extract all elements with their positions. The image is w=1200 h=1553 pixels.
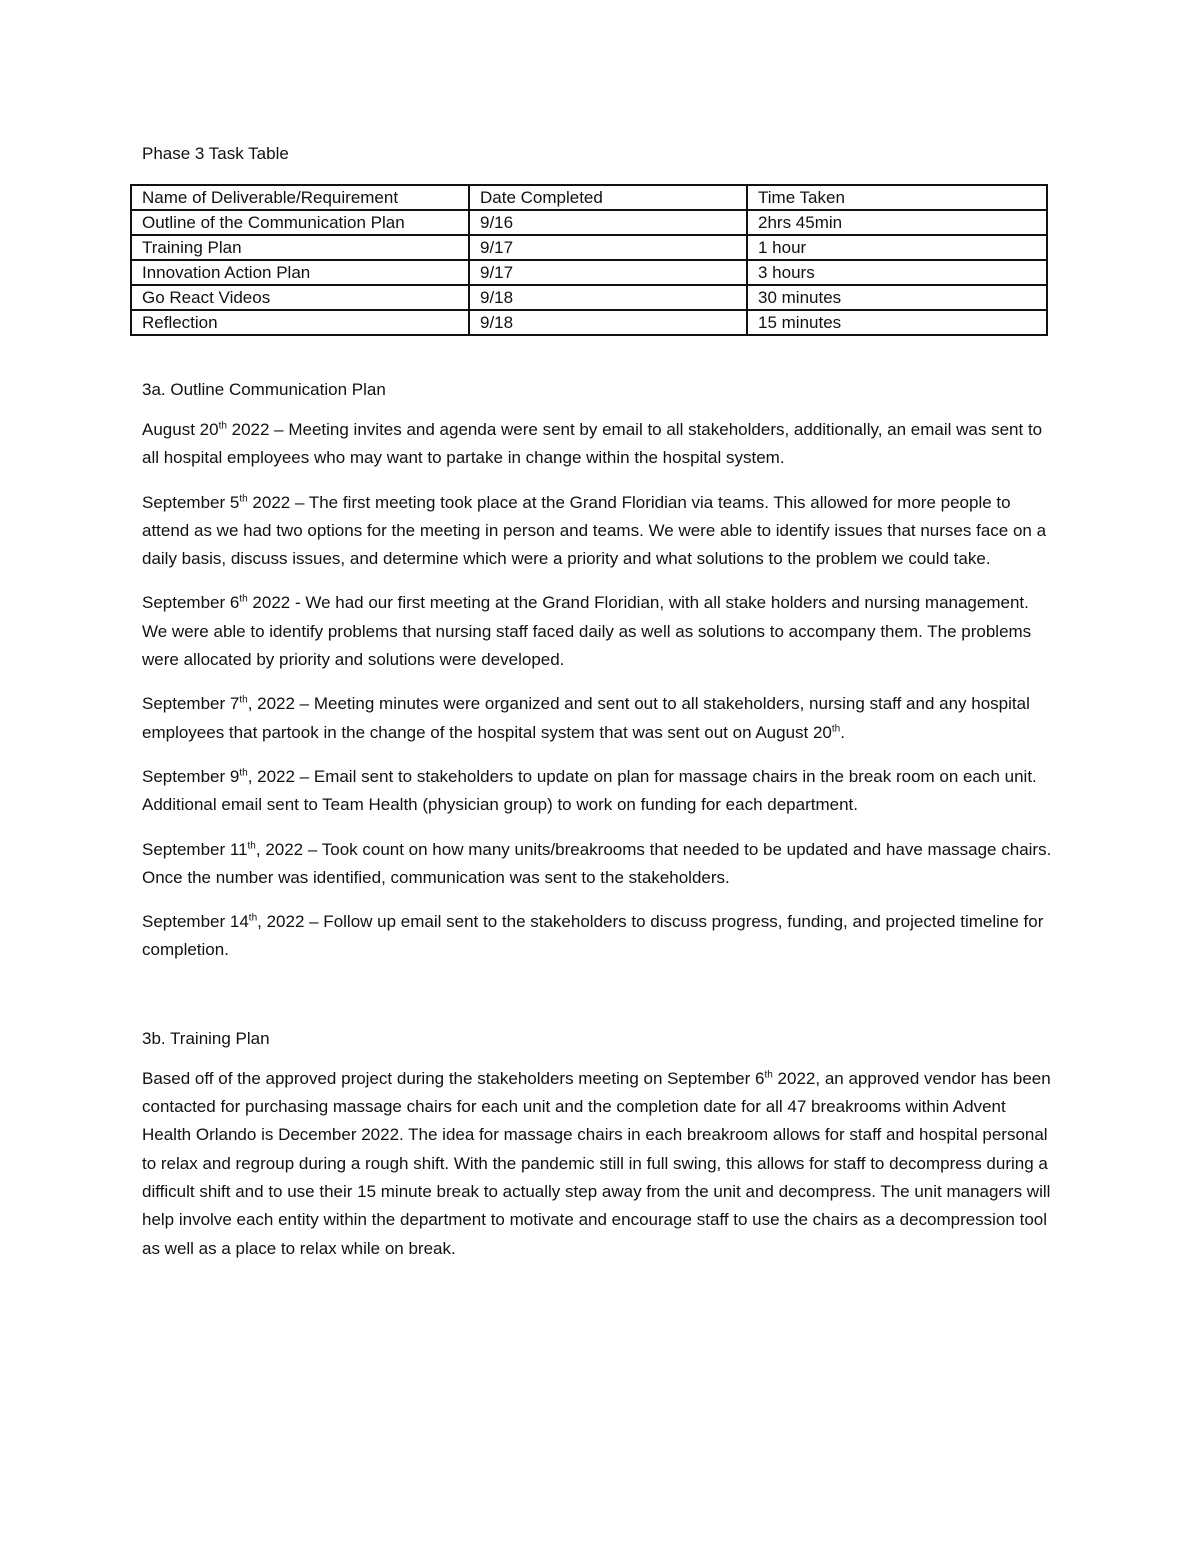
ordinal-suffix: th xyxy=(218,420,227,432)
ordinal-suffix: th xyxy=(239,694,248,706)
document-page xyxy=(142,140,1058,1279)
ordinal-suffix: th xyxy=(831,723,841,735)
header-cell-time: Time Taken xyxy=(747,185,1047,210)
entry-date: August 20 xyxy=(142,420,219,439)
table-row xyxy=(131,210,1047,235)
cell-time: 15 minutes xyxy=(747,310,1047,335)
table-row xyxy=(131,235,1047,260)
section-heading-communication-plan: 3a. Outline Communication Plan xyxy=(142,380,386,399)
cell-deliverable: Innovation Action Plan xyxy=(131,260,469,285)
entry-september-6 xyxy=(142,589,1058,674)
table-header-row xyxy=(131,185,1047,210)
table-row xyxy=(131,260,1047,285)
entry-text-end: . xyxy=(840,722,845,742)
cell-date: 9/17 xyxy=(469,235,747,260)
table-row xyxy=(131,310,1047,335)
entry-text: – Meeting minutes were organized and sent out to all stakeholders, nursing staff and any hospital employees that partook in the change of the hospital system that was sent out on August 20 xyxy=(142,694,1030,742)
cell-time: 3 hours xyxy=(747,260,1047,285)
training-plan-paragraph xyxy=(142,1065,1058,1263)
ordinal-suffix: th xyxy=(247,839,256,851)
entry-date: September 6 xyxy=(142,593,240,613)
cell-time: 1 hour xyxy=(747,235,1047,260)
entry-text: - We had our first meeting at the Grand Floridian, with all stake holders and nursing management. We were able to identify problems that nursing staff faced daily as well as solutions to accompany them. The problems were allocated by priority and solutions were developed. xyxy=(142,593,1032,670)
table-row xyxy=(131,285,1047,310)
entry-text: – The first meeting took place at the Grand Floridian via teams. This allowed for more people to attend as we had two options for the meeting in person and teams. We were able to identify issues that nurses face on a daily basis, discuss issues, and determine which were a priority and what solutions to the problem we could take. xyxy=(142,492,1047,569)
paragraph-text: Based off of the approved project during the stakeholders meeting on September 6 xyxy=(142,1068,765,1088)
cell-date: 9/16 xyxy=(469,210,747,235)
entry-year: 2022 xyxy=(226,420,270,439)
entry-date: September 11 xyxy=(142,839,248,859)
entry-date: September 9 xyxy=(142,766,240,786)
cell-deliverable: Outline of the Communication Plan xyxy=(131,210,469,235)
entry-text: – Took count on how many units/breakrooms that needed to be updated and have massage chairs. Once the number was identified, communication was sent to the stakeholders. xyxy=(142,839,1052,887)
entry-september-5 xyxy=(142,489,1058,574)
ordinal-suffix: th xyxy=(239,593,248,605)
entry-year: 2022 xyxy=(247,593,291,613)
entry-text: – Email sent to stakeholders to update on plan for massage chairs in the break room on each unit. Additional email sent to Team Health (physician group) to work on funding for each department. xyxy=(142,766,1037,815)
section-heading-training-plan: 3b. Training Plan xyxy=(142,1028,270,1048)
cell-date: 9/18 xyxy=(469,285,747,310)
ordinal-suffix: th xyxy=(239,767,248,779)
cell-date: 9/17 xyxy=(469,260,747,285)
entry-august-20 xyxy=(142,416,1058,473)
task-table xyxy=(130,184,1048,336)
entry-september-11 xyxy=(142,836,1058,893)
cell-deliverable: Go React Videos xyxy=(131,285,469,310)
entry-september-7 xyxy=(142,690,1058,747)
entry-year: , 2022 xyxy=(247,766,295,786)
paragraph-text-continued: 2022, an approved vendor has been contacted for purchasing massage chairs for each unit and the completion date for all 47 breakrooms within Advent Health Orlando is December 2022. The idea for massage chairs in each breakroom allows for staff and hospital personal to relax and regroup during a rough shift. With the pandemic still in full swing, this allows for staff to decompress during a difficult shift and to use their 15 minute break to actually step away from the unit and decompress. The unit managers will help involve each entity within the department to motivate and encourage staff to use the chairs as a decompression tool as well as a place to relax while on break. xyxy=(142,1068,1051,1258)
cell-time: 30 minutes xyxy=(747,285,1047,310)
header-cell-date: Date Completed xyxy=(469,185,747,210)
entry-year: , 2022 xyxy=(257,912,305,932)
ordinal-suffix: th xyxy=(239,492,248,504)
entry-date: September 7 xyxy=(142,694,240,714)
entry-year: 2022 xyxy=(247,492,291,512)
ordinal-suffix: th xyxy=(248,912,258,924)
ordinal-suffix: th xyxy=(764,1069,773,1081)
cell-time: 2hrs 45min xyxy=(747,210,1047,235)
header-cell-deliverable: Name of Deliverable/Requirement xyxy=(131,185,469,210)
entry-year: , 2022 xyxy=(247,694,295,714)
entry-date: September 14 xyxy=(142,912,249,932)
cell-deliverable: Reflection xyxy=(131,310,469,335)
entry-text: – Follow up email sent to the stakeholders to discuss progress, funding, and projected timeline for completion. xyxy=(142,912,1044,960)
entry-date: September 5 xyxy=(142,492,240,512)
entry-text: – Meeting invites and agenda were sent by email to all stakeholders, additionally, an email was sent to all hospital employees who may want to partake in change within the hospital system. xyxy=(142,420,1043,468)
cell-date: 9/18 xyxy=(469,310,747,335)
cell-deliverable: Training Plan xyxy=(131,235,469,260)
entry-september-9 xyxy=(142,763,1058,820)
entry-september-14 xyxy=(142,908,1058,965)
document-title: Phase 3 Task Table xyxy=(142,144,289,163)
entry-year: , 2022 xyxy=(255,839,304,859)
